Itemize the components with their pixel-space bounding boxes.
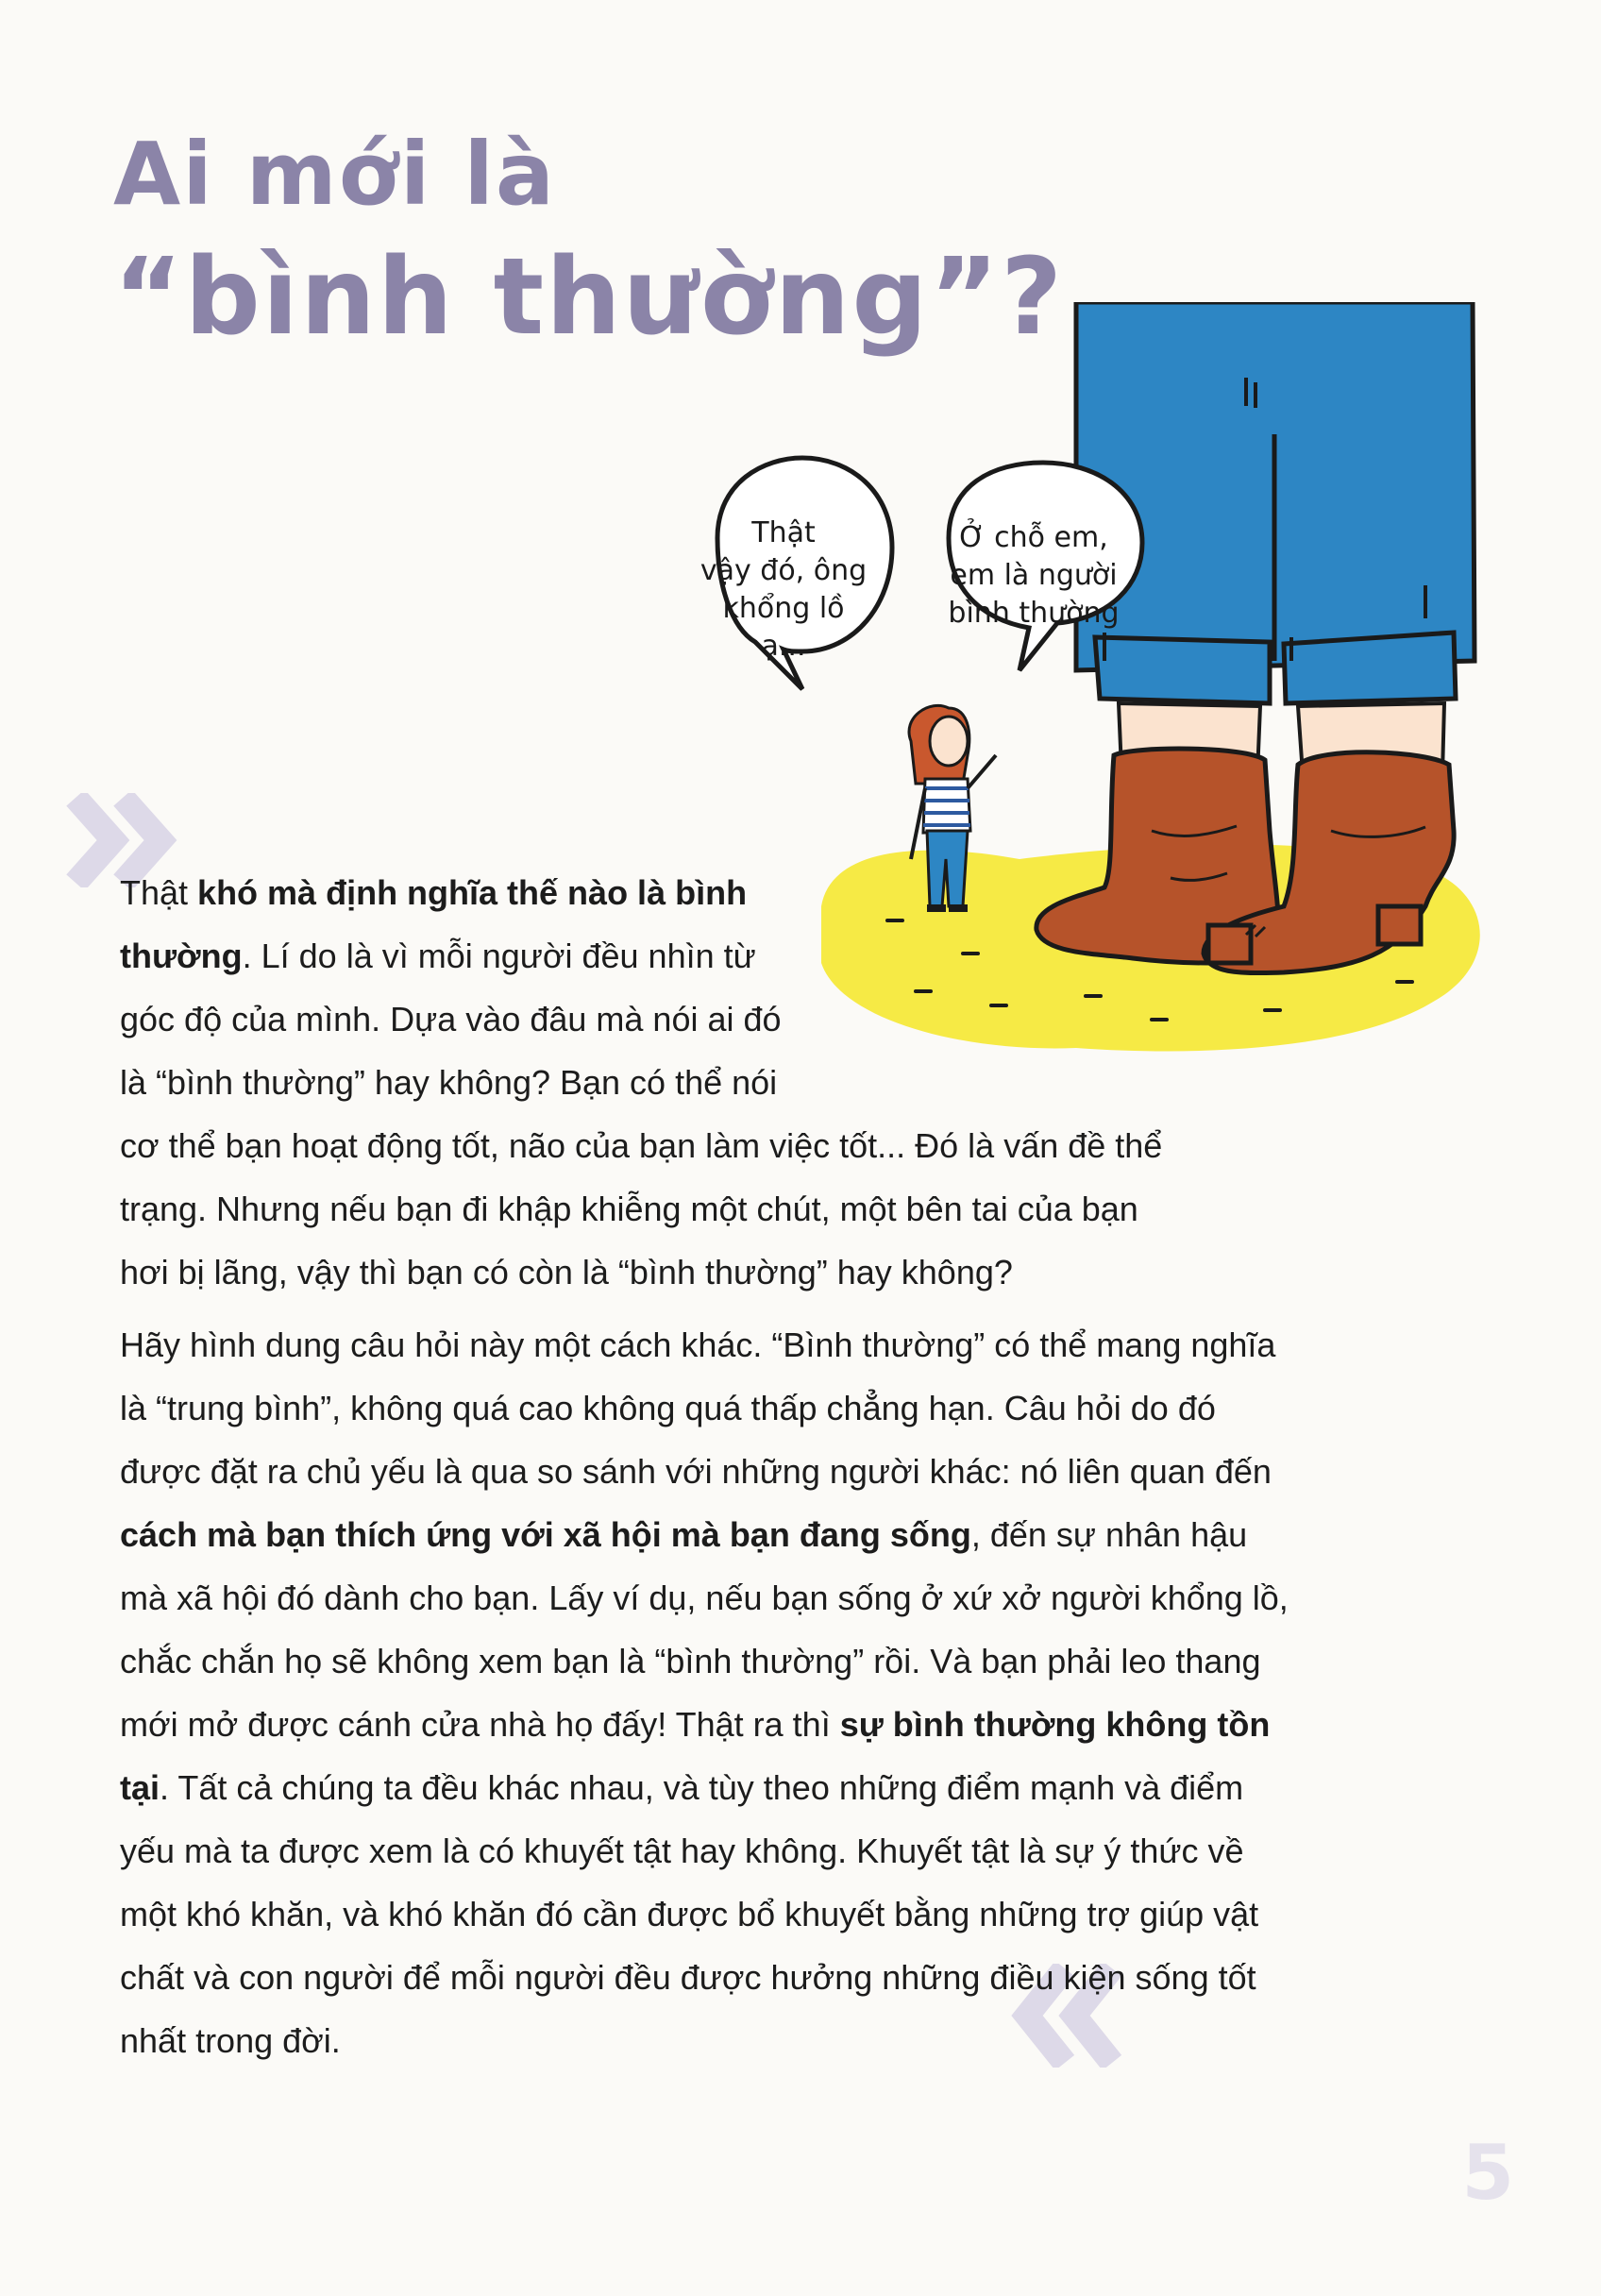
- speech-bubble-giant: Ở chỗ em, em là người bình thường: [948, 521, 1120, 630]
- text-run: Thật: [120, 873, 198, 912]
- text-run: . Tất cả chúng ta đều khác nhau, và tùy theo những điểm mạnh và điểm yếu mà ta được xem là có khuyết tật hay không. Khuyết tật là sự ý thức về một khó khăn, và khó khăn đó cần được bổ khuyết bằng những trợ giúp vật chất và con người để mỗi người đều được hưởng những điều kiện sống tốt nhất trong đời.: [120, 1768, 1259, 2060]
- bold-phrase-2: cách mà bạn thích ứng với xã hội mà bạn đang sống: [120, 1515, 971, 1554]
- text-run: , đến sự nhân hậu mà xã hội đó dành cho bạn. Lấy ví dụ, nếu bạn sống ở xứ xở người khổng lồ, chắc chắn họ sẽ không xem bạn là “bình thường” rồi. Và bạn phải leo thang mới mở được cánh cửa nhà họ đấy! Thật ra thì: [120, 1515, 1289, 1744]
- text-run: . Lí do là vì mỗi người đều nhìn từ góc độ của mình. Dựa vào đâu mà nói ai đó là “bình thường” hay không? Bạn có thể nói: [120, 937, 782, 1102]
- page-number: 5: [1461, 2129, 1514, 2217]
- body-text: [120, 861, 1295, 2082]
- text-run: cơ thể bạn hoạt động tốt, não của bạn làm việc tốt... Đó là vấn đề thể trạng. Nhưng nếu bạn đi khập khiễng một chút, một bên tai của bạn hơi bị lãng, vậy thì bạn có còn là “bình thường” hay không?: [120, 1126, 1163, 1292]
- text-run: Hãy hình dung câu hỏi này một cách khác. “Bình thường” có thể mang nghĩa là “trung bình”, không quá cao không quá thấp chẳng hạn. Câu hỏi do đó được đặt ra chủ yếu là qua so sánh với những người khác: nó liên quan đến: [120, 1325, 1276, 1491]
- title-line-2: “bình thường”?: [113, 236, 1065, 359]
- paragraph-1-narrow: [120, 861, 800, 1114]
- bold-phrase-3: sự bình thường không tồn tại: [120, 1705, 1271, 1807]
- paragraph-2: [120, 1313, 1295, 2072]
- title-line-1: Ai mới là: [113, 124, 557, 225]
- bold-phrase-1: khó mà định nghĩa thế nào là bình thường: [120, 873, 748, 975]
- paragraph-1: [120, 861, 1168, 1304]
- speech-bubble-girl: Thật vậy đó, ông khổng lồ ạ...: [699, 516, 868, 663]
